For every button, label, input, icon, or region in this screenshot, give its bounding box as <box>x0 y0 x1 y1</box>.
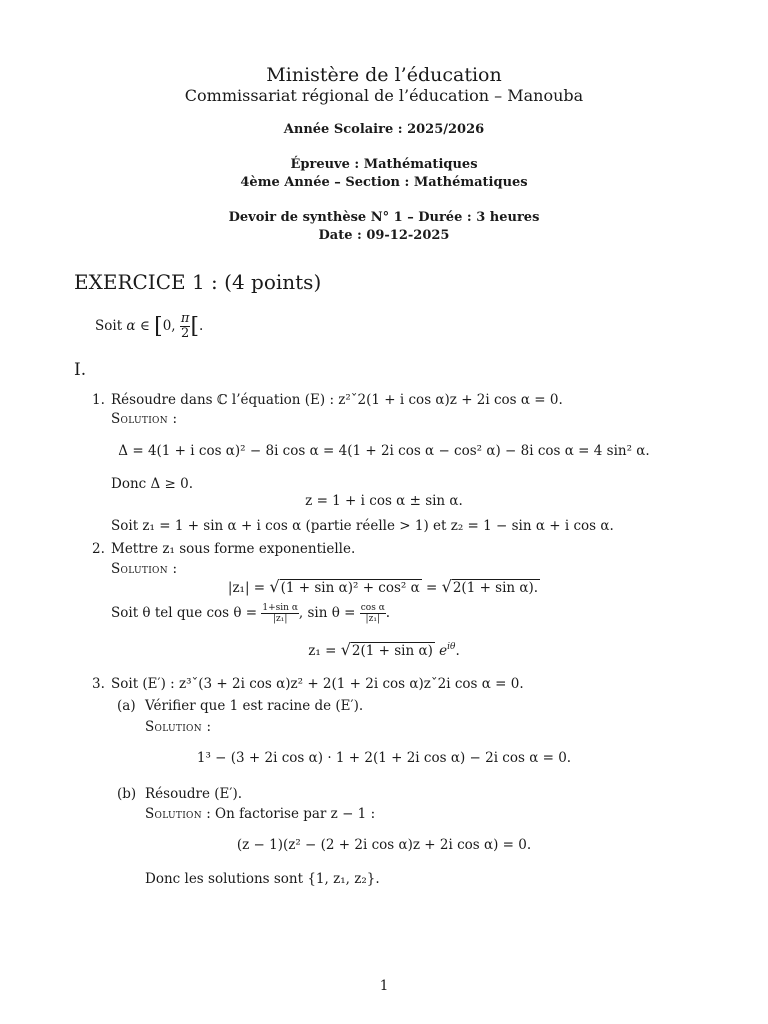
q3b-statement: Résoudre (E′). <box>145 786 243 802</box>
part-label: I. <box>74 360 87 380</box>
q1-statement: Résoudre dans ℂ l’équation (E) : z²ˇ2(1 + i cos α)z + 2i cos α = 0. <box>111 392 563 408</box>
class-level: 4ème Année – Section : Mathématiques <box>240 175 528 190</box>
exam-subject: Épreuve : Mathématiques <box>290 157 478 172</box>
q3b-conclusion: Donc les solutions sont {1, z₁, z₂}. <box>145 871 380 887</box>
q2-exponential-form: z₁ = √2(1 + sin α) $e^{i\theta}$. <box>308 640 460 659</box>
q3-number: 3. <box>92 676 105 692</box>
alpha-soit-label: Soit <box>95 318 123 334</box>
page-number: 1 <box>379 978 389 994</box>
q3b-label: (b) <box>117 786 137 802</box>
alpha-definition: Soit α ∈ [0, $\frac{\pi}{2}$ [. <box>95 311 204 341</box>
devoir-title: Devoir de synthèse N° 1 – Durée : 3 heures <box>228 210 540 225</box>
q2-modulus-formula: |z₁| = √(1 + sin α)² + cos² α = √2(1 + sin α). <box>227 577 539 596</box>
exercise-title: EXERCICE 1 : (4 points) <box>74 270 322 294</box>
q3b-solution-line: Solution : On factorise par z − 1 : <box>145 806 376 822</box>
q3a-verification-formula: 1³ − (3 + 2i cos α) · 1 + 2(1 + 2i cos α) − 2i cos α = 0. <box>196 750 572 766</box>
q2-solution-label: Solution : <box>111 561 178 577</box>
q1-roots-definition: Soit z₁ = 1 + sin α + i cos α (partie réelle > 1) et z₂ = 1 − sin α + i cos α. <box>111 518 614 534</box>
q3a-solution-label: Solution : <box>145 719 212 735</box>
q1-solution-label: Solution : <box>111 411 178 427</box>
q2-theta-definition: Soit θ tel que cos θ = $\frac{\text{1+sin α}}{\text{|z₁|}}$ , sin θ = $\frac{\text{cos α}}{\text{|z₁|}}$ . <box>111 603 391 624</box>
q1-delta-formula: Δ = 4(1 + i cos α)² − 8i cos α = 4(1 + 2i cos α − cos² α) − 8i cos α = 4 sin² α. <box>118 443 650 459</box>
q3a-statement: Vérifier que 1 est racine de (E′). <box>145 698 364 714</box>
exam-date: Date : 09-12-2025 <box>318 228 450 243</box>
q1-roots-formula: z = 1 + i cos α ± sin α. <box>305 493 463 509</box>
q3-statement: Soit (E′) : z³ˇ(3 + 2i cos α)z² + 2(1 + 2i cos α)zˇ2i cos α = 0. <box>111 676 524 692</box>
q3b-factorization-formula: (z − 1)(z² − (2 + 2i cos α)z + 2i cos α) = 0. <box>236 837 532 853</box>
commissariat-title: Commissariat régional de l’éducation – Manouba <box>184 86 584 105</box>
q1-number: 1. <box>92 392 105 408</box>
school-year: Année Scolaire : 2025/2026 <box>283 122 485 137</box>
q3a-label: (a) <box>117 698 136 714</box>
ministry-title: Ministère de l’éducation <box>266 64 502 86</box>
q1-donc: Donc Δ ≥ 0. <box>111 476 194 492</box>
q2-statement: Mettre z₁ sous forme exponentielle. <box>111 541 356 557</box>
q2-number: 2. <box>92 541 105 557</box>
